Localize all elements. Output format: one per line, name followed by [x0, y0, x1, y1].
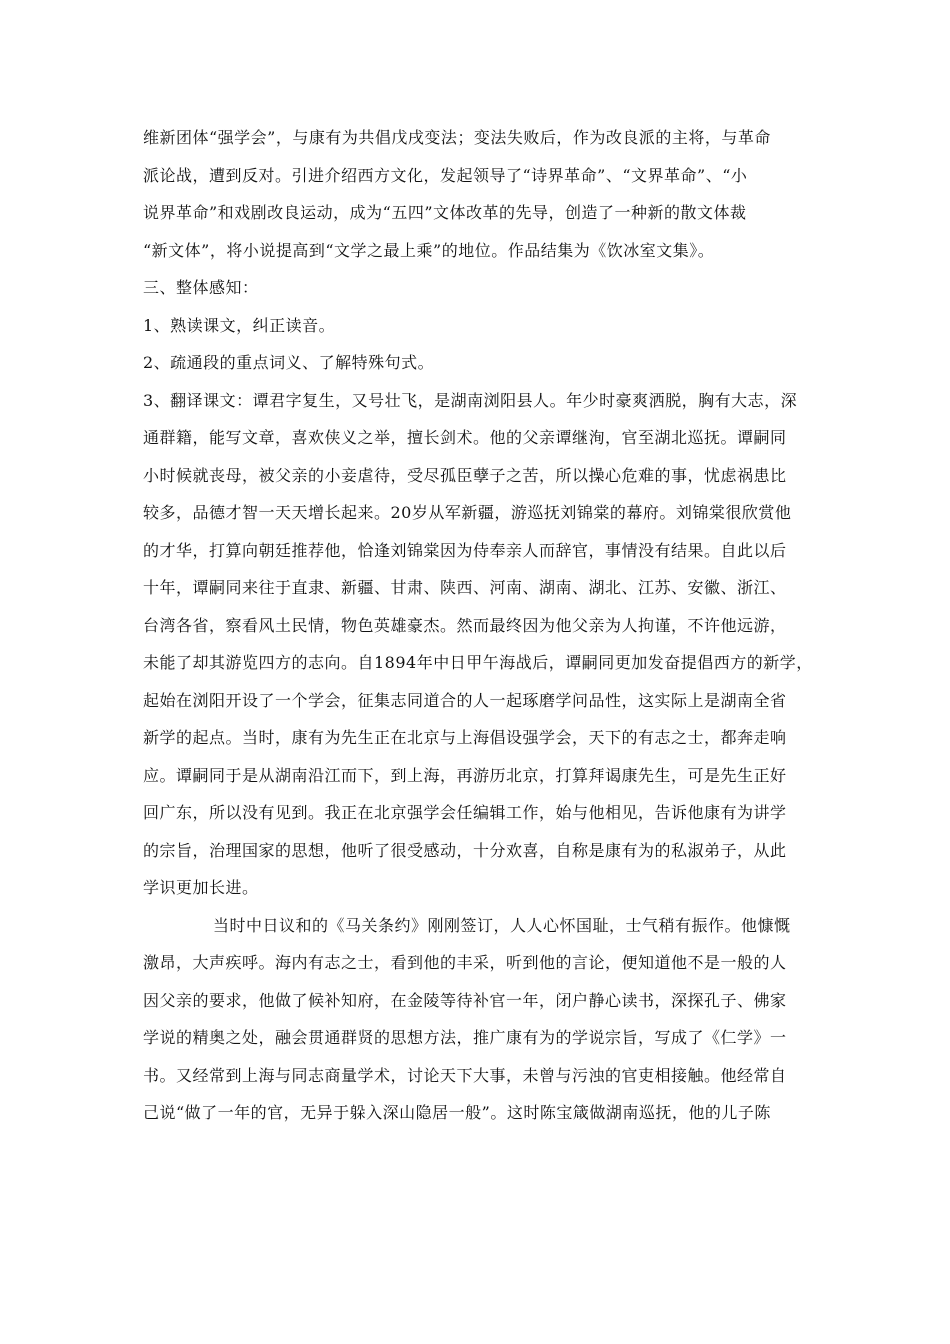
- text-line: 小时候就丧母，被父亲的小妾虐待，受尽孤臣孽子之苦，所以操心危难的事，忧虑祸患比: [143, 465, 787, 485]
- list-item: 2、疏通段的重点词义、了解特殊句式。: [143, 353, 435, 372]
- document-body: [143, 119, 811, 1132]
- text-line: 起始在浏阳开设了一个学会，征集志同道合的人一起琢磨学问品性，这实际上是湖南全省: [143, 690, 787, 710]
- text-line: 未能了却其游览四方的志向。自1894年中日甲午海战后，谭嗣同更加发奋提倡西方的新学，: [143, 653, 813, 672]
- text-line: 十年，谭嗣同来往于直隶、新疆、甘肃、陕西、河南、湖南、湖北、江苏、安徽、浙江、: [143, 578, 787, 597]
- text-line: 的才华，打算向朝廷推荐他，恰逢刘锦棠因为侍奉亲人而辞官，事情没有结果。自此以后: [143, 540, 787, 560]
- text-line: 派论战，遭到反对。引进介绍西方文化，发起领导了“诗界革命”、“文界革命”、“小: [143, 165, 748, 185]
- text-line: 己说“做了一年的官，无异于躲入深山隐居一般”。这时陈宝箴做湖南巡抚，他的儿子陈: [143, 1103, 771, 1122]
- text-line: 激昂，大声疾呼。海内有志之士，看到他的丰采，听到他的言论，便知道他不是一般的人: [143, 953, 787, 972]
- text-line: 学识更加长进。: [143, 878, 259, 897]
- paragraph-start-line: 当时中日议和的《马关条约》刚刚签订，人人心怀国耻，士气稍有振作。他慷慨: [213, 915, 791, 935]
- text-line: 回广东，所以没有见到。我正在北京强学会任编辑工作，始与他相见，告诉他康有为讲学: [143, 803, 787, 822]
- text-line: 新学的起点。当时，康有为先生正在北京与上海倡设强学会，天下的有志之士，都奔走响: [143, 728, 787, 747]
- text-line: 维新团体“强学会”，与康有为共倡戊戌变法；变法失败后，作为改良派的主将，与革命: [143, 128, 771, 147]
- text-line: 因父亲的要求，他做了候补知府，在金陵等待补官一年，闭户静心读书，深探孔子、佛家: [143, 990, 787, 1010]
- list-item: 3、翻译课文：谭君字复生，又号壮飞，是湖南浏阳县人。年少时豪爽洒脱，胸有大志，深: [143, 390, 798, 410]
- section-heading: 三、整体感知：: [143, 278, 259, 297]
- text-line: 书。又经常到上海与同志商量学术，讨论天下大事，未曾与污浊的官吏相接触。他经常自: [143, 1065, 787, 1085]
- text-line: 通群籍，能写文章，喜欢侠义之举，擅长剑术。他的父亲谭继洵，官至湖北巡抚。谭嗣同: [143, 428, 787, 447]
- text-line: 应。谭嗣同于是从湖南沿江而下，到上海，再游历北京，打算拜谒康先生，可是先生正好: [143, 765, 787, 785]
- list-item: 1、熟读课文，纠正读音。: [143, 315, 336, 335]
- text-line: 学说的精奥之处，融会贯通群贤的思想方法，推广康有为的学说宗旨，写成了《仁学》一: [143, 1028, 787, 1047]
- text-line: 说界革命”和戏剧改良运动，成为“五四”文体改革的先导，创造了一种新的散文体裁: [143, 203, 747, 222]
- text-line: “新文体”，将小说提高到“文学之最上乘”的地位。作品结集为《饮冰室文集》。: [143, 240, 715, 260]
- text-line: 的宗旨，治理国家的思想，他听了很受感动，十分欢喜，自称是康有为的私淑弟子，从此: [143, 840, 787, 860]
- text-line: 较多，品德才智一天天增长起来。20岁从军新疆，游巡抚刘锦棠的幕府。刘锦棠很欣赏他: [143, 503, 792, 522]
- text-line: 台湾各省，察看风土民情，物色英雄豪杰。然而最终因为他父亲为人拘谨，不许他远游，: [143, 615, 787, 635]
